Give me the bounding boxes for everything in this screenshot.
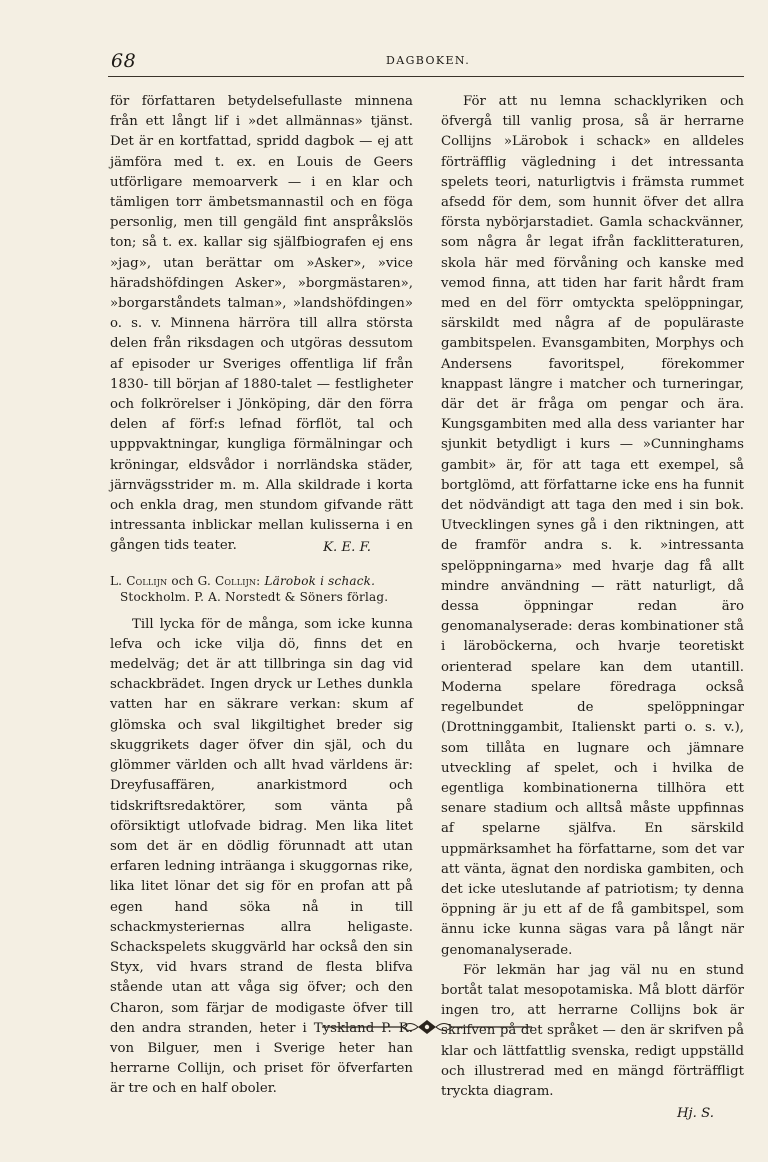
- right-column: [441, 92, 744, 1124]
- left-column: [110, 92, 413, 1100]
- paragraph-chess-intro: Till lycka för de många, som icke kunna lefva och icke vilja dö, finns det en medelväg; det är att tillbringa sin dag vid schackbrädet. Ingen dryck ur Lethes dunkla vatten har en säkrare verkan: skum af glömska och sval likgiltighet breder sig skuggrikets dager öfver din själ, och du glömmer världen och allt hvad världens är: Dreyfusaffären, anarkistmord och tidskriftsredaktörer, som vänta på oförsiktigt utlofvade bidrag. Men lika litet som det är en dödlig förunnadt att utan erfaren ledning inträanga i skuggornas rike, lika litet lönar det sig för en profan att på egen hand söka nå in till schackmysteriernas allra heligaste. Schackspelets skuggvärld har också den sin Styx, vid hvars strand de flesta blifva stående utan att våga sig öfver; och den Charon, som färjar de modigaste öfver till den andra stranden, heter i Tyskland P. R. von Bilguer, men i Sverige heter han herrarne Collijn, och priset för öfverfarten är tre och en half oboler.: [110, 616, 413, 1097]
- review-author-2: G. Collijn:: [197, 573, 261, 588]
- review-publisher: Stockholm. P. A. Norstedt & Söners förlag.: [120, 589, 389, 604]
- paragraph-text: för författaren betydelsefullaste minnena från ett långt lif i »det allmännas» tjänst. Det är en kortfattad, spridd dagbok — ej att jämföra med t. ex. en Louis de Geers utförligare memoarverk — i en klar och tämligen torr ämbetsmannastil och en föga personlig, men till gengäld fint anspråkslös ton; så t. ex. kallar sig själfbiografen ej ens »jag», utan berättar om »Asker», »vice häradshöfdingen Asker», »borgmästaren», »borgarståndets talman», »landshöfdingen» o. s. v. Minnena härröra till allra största delen från riksdagen och utgöras dessutom af episoder ur Sveriges offentliga lif från 1830- till början af 1880-talet — festligheter och folkrörelser i Jönköping, där den förra delen af förf:s lefnad förflöt, tal och upppvaktningar, kungliga förmälningar och kröningar, eldsvådor i norrländska städer, järnvägsstrider m. m. Alla skildrade i korta och enkla drag, men stundom gifvande rätt intressanta inblickar mellan kulisserna i en gången tids teater.: [110, 94, 413, 554]
- running-title: DAGBOKEN.: [386, 54, 471, 67]
- review-heading: [110, 573, 413, 605]
- review-author-1: L. Collijn: [110, 573, 168, 588]
- review-book-title: Lärobok i schack.: [264, 573, 376, 588]
- signature-hjs: Hj. S.: [676, 1106, 714, 1122]
- paragraph-closing: För lekmän har jag väl nu en stund bortåt talat mesopotamiska. Må blott därför ingen tro, att herrarne Collijns bok är skrifven på det språket — den är skrifven på klar och lättfattlig svenska, redigt uppställd och illustrerad med en mängd förträffligt tryckta diagram.: [441, 962, 744, 1099]
- header-rule: [108, 76, 744, 77]
- decorative-ornament: [322, 1017, 532, 1037]
- page-number: 68: [111, 50, 137, 72]
- paragraph-dagboken-review: [110, 92, 413, 557]
- paragraph-chess-review: För att nu lemna schacklyriken och öfvergå till vanlig prosa, så är herrarne Collijns »Lärobok i schack» en alldeles förträfflig vägledning i det intressanta spelets teori, naturligtvis i främsta rummet afsedd för dem, som hunnit öfver det allra första nybörjarstadiet. Gamla schackvänner, som några år legat ifrån facklitteraturen, skola här med förvåning och kanske med vemod finna, att tiden har farit hårdt fram med en del förr omtyckta spelöppningar, särskildt med några af de populäraste gambitspelen. Evansgambiten, Morphys och Andersens favoritspel, förekommer knappast längre i matcher och turneringar, där det är fråga om pengar och ära. Kungsgambiten med alla dess varianter har sjunkit betydligt i kurs — »Cunninghams gambit» är, för att taga ett exempel, så bortglömd, att författarne icke ens ha funnit det nödvändigt att taga den med i sin bok. Utvecklingen synes gå i den riktningen, att de framför andra s. k. »intressanta spelöppningarna» med hvarje dag få allt mindre användning — rätt naturligt, då dessa öppningar redan äro genomanalyserade: deras kombinationer stå i läroböckerna, och hvarje teoretiskt orienterad spelare kan dem utantill. Moderna spelare föredraga också regelbundet de spelöppningar (Drottninggambit, Italienskt parti o. s. v.), som tillåta en lugnare och jämnare utveckling af spelet, och i hvilka de egentliga kombinationerna tillhöra ett senare stadium och alltså måste uppfinnas af spelarne själfva. En särskild uppmärksamhet ha författarne, som det var att vänta, ägnat den nordiska gambiten, och det icke uteslutande af patriotism; ty denna öppning är ju ett af de få gambitspel, som ännu icke kunna sägas vara på långt när genomanalyserade.: [441, 94, 744, 958]
- review-conjunction: och: [171, 573, 194, 588]
- signature-kef: K. E. F.: [323, 540, 371, 556]
